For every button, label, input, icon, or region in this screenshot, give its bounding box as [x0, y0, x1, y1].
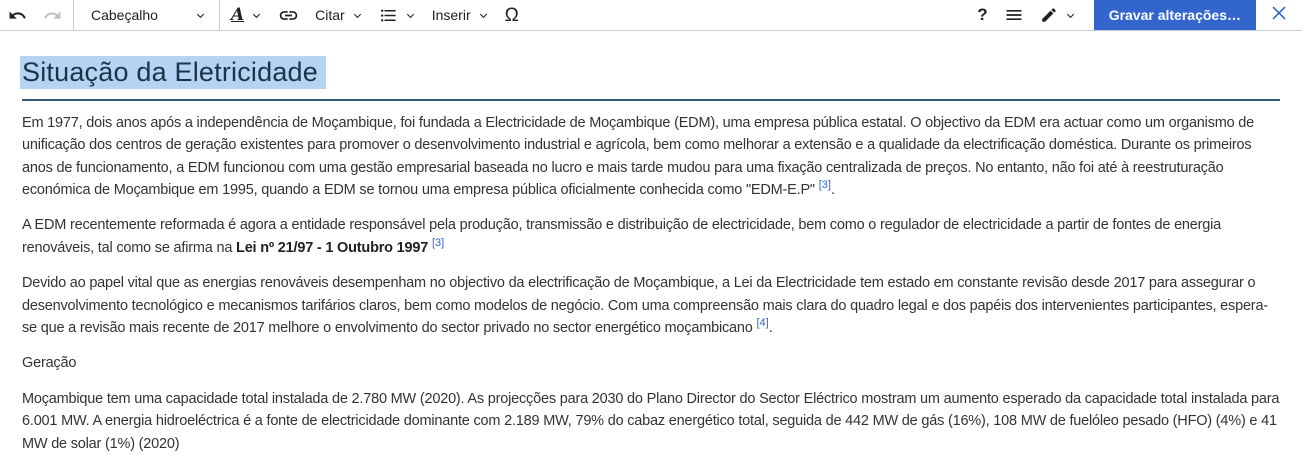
editor-paragraphs	[22, 112, 1280, 455]
undo-button[interactable]	[0, 0, 35, 30]
character-style-icon: A	[230, 4, 245, 25]
reference-link[interactable]: [4]	[756, 317, 769, 330]
chevron-down-icon	[251, 10, 262, 21]
paragraph[interactable]	[22, 214, 1280, 259]
insert-dropdown[interactable]	[424, 0, 497, 30]
text-style-dropdown[interactable]	[223, 0, 270, 30]
help-icon: ?	[977, 5, 988, 24]
paragraph[interactable]	[22, 388, 1280, 455]
insert-dropdown-label: Inserir	[431, 7, 471, 23]
edit-mode-dropdown[interactable]	[1032, 0, 1084, 30]
reference-link[interactable]: [3]	[818, 179, 831, 192]
special-character-button[interactable]	[497, 0, 527, 30]
menu-icon	[1004, 5, 1024, 25]
chevron-down-icon	[352, 10, 363, 21]
link-icon	[278, 5, 299, 26]
text-run: Lei nº 21/97 - 1 Outubro 1997	[236, 239, 429, 256]
cite-dropdown[interactable]	[307, 0, 371, 30]
format-dropdown-label: Cabeçalho	[91, 7, 158, 23]
link-button[interactable]	[270, 0, 307, 30]
text-run: A EDM recentemente reformada é agora a entidade responsável pela produção, transmissão e distribuição de electricidade, bem como o regulador de electricidade a partir de fontes de energia renováveis, tal como se afirma na	[22, 217, 1222, 256]
editor-toolbar	[0, 0, 1302, 31]
reference-link[interactable]: [3]	[431, 236, 445, 249]
paragraph[interactable]	[22, 352, 1280, 374]
text-run: Moçambique tem uma capacidade total instalada de 2.780 MW (2020). As projecções para 2030 do Plano Director do Sector Eléctrico mostram um aumento esperado da capacidade total instalada para 6.001 MW. A energia hidroeléctrica é a fonte de electricidade dominante com 2.189 MW, 79% do cabaz energético total, seguida de 442 MW de gás (16%), 108 MW de fuelóleo pesado (HFO) (4%) e 41 MW de solar (1%) (2020)	[22, 390, 1280, 452]
bullet-list-icon	[379, 6, 398, 25]
paragraph-format-dropdown[interactable]	[77, 0, 216, 30]
chevron-down-icon	[405, 10, 416, 21]
special-character-icon: Ω	[504, 4, 519, 26]
text-run: .	[768, 320, 773, 336]
cite-dropdown-label: Citar	[315, 7, 345, 23]
chevron-down-icon	[195, 10, 206, 21]
undo-icon	[8, 6, 27, 25]
chevron-down-icon	[1065, 10, 1076, 21]
chevron-down-icon	[478, 10, 489, 21]
text-run: .	[830, 181, 835, 198]
page-options-button[interactable]	[996, 0, 1032, 30]
paragraph[interactable]	[22, 272, 1280, 339]
toolbar-divider	[73, 0, 74, 30]
list-structure-dropdown[interactable]	[371, 0, 424, 30]
close-editor-button[interactable]	[1256, 0, 1302, 30]
save-changes-button[interactable]	[1094, 0, 1256, 30]
toolbar-divider	[219, 0, 220, 30]
text-run: Em 1977, dois anos após a independência de Moçambique, foi fundada a Electricidade de Moçambique (EDM), uma empresa pública estatal. O objectivo da EDM era actuar como um organismo de unificação dos centros de geração existentes para promover o desenvolvimento industrial e agrícola, bem como melhorar a extensão e a qualidade da electrificação doméstica. Durante os primeiros anos de funcionamento, a EDM funcionou com uma gestão empresarial baseada no lucro e mais tarde mudou para uma fixação centralizada de preços. No entanto, não foi até à reestruturação económica de Moçambique em 1995, quando a EDM se tornou uma empresa pública oficialmente conhecida como "EDM-E.P"	[22, 114, 1255, 198]
help-button[interactable]	[969, 0, 995, 30]
redo-button[interactable]	[35, 0, 70, 30]
text-run: Geração	[22, 355, 77, 372]
close-icon	[1268, 2, 1290, 29]
article-title[interactable]	[22, 56, 1280, 101]
save-button-label: Gravar alterações…	[1108, 7, 1241, 23]
paragraph[interactable]	[22, 112, 1280, 202]
edit-pencil-icon	[1040, 6, 1058, 24]
redo-icon	[43, 6, 62, 25]
text-run: Devido ao papel vital que as energias renováveis desempenham no objectivo da electrificação de Moçambique, a Lei da Electricidade tem estado em constante revisão desde 2017 para assegurar o desenvolvimento tecnológico e mecanismos tarifários claros, bem como modelos de negócio. Com uma compreensão mais clara do quadro legal e dos papéis dos intervenientes participantes, espera-se que a revisão mais recente de 2017 melhore o envolvimento do sector privado no sector energético moçambicano	[22, 275, 1268, 336]
editor-surface[interactable]	[0, 31, 1302, 455]
selected-title-text: Situação da Eletricidade	[20, 56, 326, 89]
